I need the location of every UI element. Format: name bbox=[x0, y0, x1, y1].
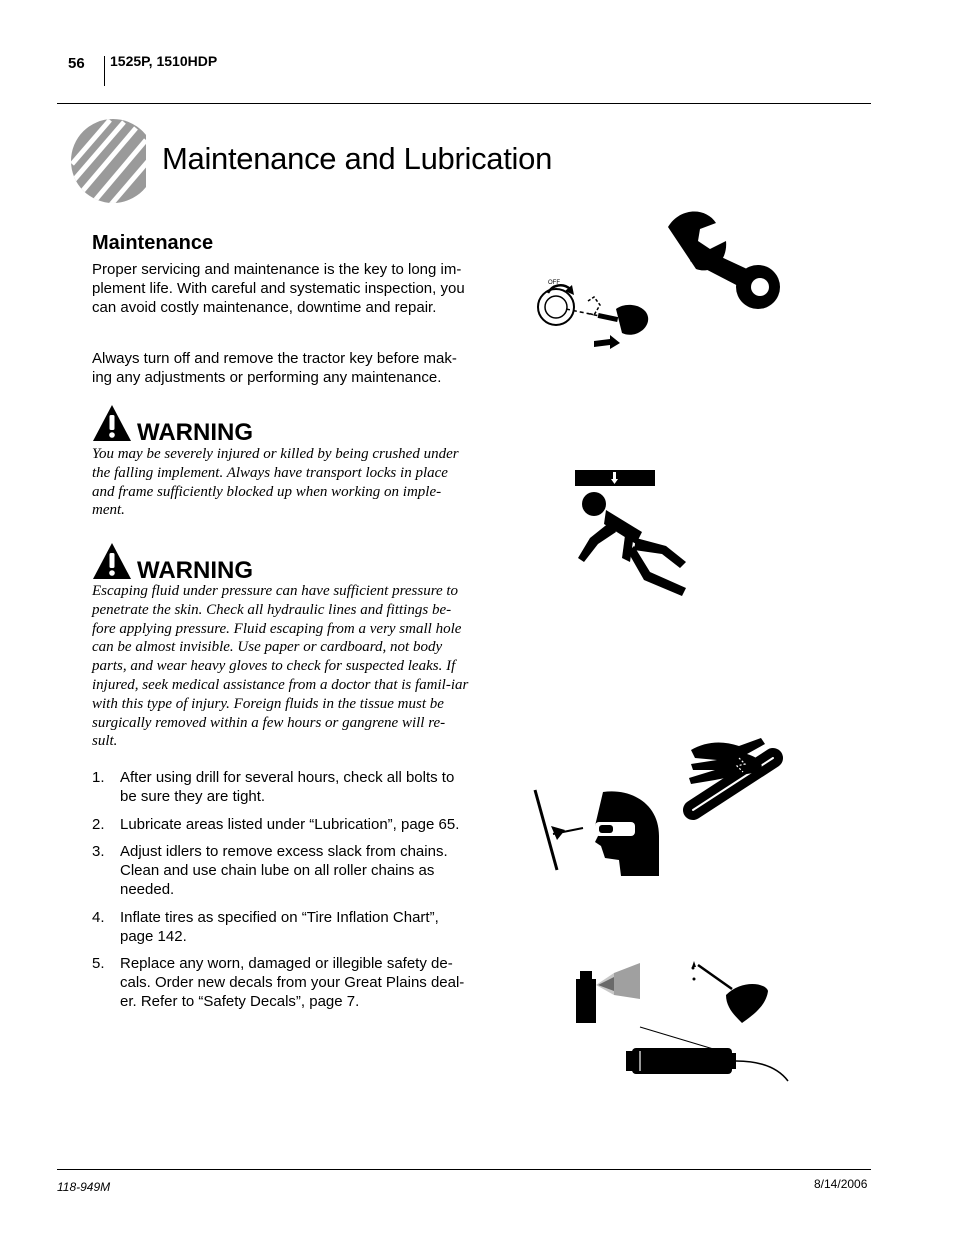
list-item-text: Lubricate areas listed under “Lubrication”, page 65. bbox=[120, 815, 460, 833]
warning-text: Escaping fluid under pressure can have sufficient pressure to penetrate the skin. Check all hydraulic lines and fittings be-fore applying pressure. Fluid escaping from a very small hole can be almost invisible. Use paper or cardboard, not body parts, and wear heavy gloves to check for suspected leaks. If injured, seek medical assistance from a doctor that is famil-iar with this type of injury. Foreign fluids in the tissue must be surgically removed within a few hours or gangrene will re-sult. bbox=[92, 583, 469, 750]
list-item-number: 1. bbox=[92, 769, 105, 786]
key-switch-label: OFF bbox=[548, 280, 560, 286]
wrench-icon bbox=[668, 211, 780, 309]
oil-can-icon bbox=[692, 961, 769, 1023]
section-heading: Maintenance bbox=[92, 232, 214, 254]
list-item-text: Replace any worn, damaged or illegible safety de-cals. Order new decals from your Great Plains deal-er. Refer to “Safety Decals”, page 7. bbox=[120, 955, 465, 1010]
list-item-number: 5. bbox=[92, 955, 105, 973]
warning-title: WARNING bbox=[137, 557, 253, 584]
model-name: 1525P, 1510HDP bbox=[110, 53, 218, 69]
warning-text: You may be severely injured or killed by being crushed under the falling implement. Always have transport locks in place and frame sufficiently blocked up when working on imple-ment. bbox=[92, 446, 459, 519]
grease-gun-icon bbox=[626, 1027, 788, 1081]
warning-triangle-icon bbox=[92, 542, 132, 580]
list-item-text: Inflate tires as specified on “Tire Inflation Chart”, page 142. bbox=[120, 908, 439, 945]
fluid-injection-icon bbox=[689, 738, 773, 810]
page-number: 56 bbox=[68, 55, 85, 72]
key-off-icon bbox=[538, 285, 648, 349]
list-item bbox=[92, 843, 472, 899]
header-divider bbox=[104, 56, 105, 86]
wrench-and-key-illustration bbox=[530, 205, 790, 355]
document-date: 8/14/2006 bbox=[814, 1177, 868, 1191]
spray-can-icon bbox=[576, 963, 640, 1023]
intro-paragraph: Proper servicing and maintenance is the key to long im-plement life. With careful and systematic inspection, you can avoid costly maintenance, downtime and repair. bbox=[92, 261, 465, 316]
list-item-number: 2. bbox=[92, 815, 105, 833]
maintenance-steps-list bbox=[92, 769, 472, 1021]
list-item bbox=[92, 816, 472, 835]
warning-title: WARNING bbox=[137, 419, 253, 446]
key-removal-paragraph: Always turn off and remove the tractor key before mak-ing any adjustments or performing any maintenance. bbox=[92, 350, 457, 386]
list-item-number: 3. bbox=[92, 843, 105, 861]
eye-protection-icon bbox=[535, 790, 659, 876]
warning-triangle-icon bbox=[92, 404, 132, 442]
crush-hazard-icon bbox=[570, 462, 710, 602]
list-item-text: Adjust idlers to remove excess slack from chains. Clean and use chain lube on all roller chains as needed. bbox=[120, 843, 448, 898]
list-item bbox=[92, 769, 472, 807]
lubrication-icons bbox=[570, 955, 800, 1085]
fluid-injection-and-eye-protection-illustration bbox=[525, 730, 795, 880]
header-rule bbox=[57, 103, 871, 104]
footer-rule bbox=[57, 1169, 871, 1170]
list-item bbox=[92, 955, 472, 1011]
list-item-number: 4. bbox=[92, 908, 105, 926]
chapter-logo-icon bbox=[70, 118, 156, 204]
document-number: 118-949M bbox=[57, 1180, 111, 1194]
page-title: Maintenance and Lubrication bbox=[162, 141, 553, 176]
list-item-text: After using drill for several hours, check all bolts to be sure they are tight. bbox=[120, 769, 455, 805]
list-item bbox=[92, 909, 472, 947]
